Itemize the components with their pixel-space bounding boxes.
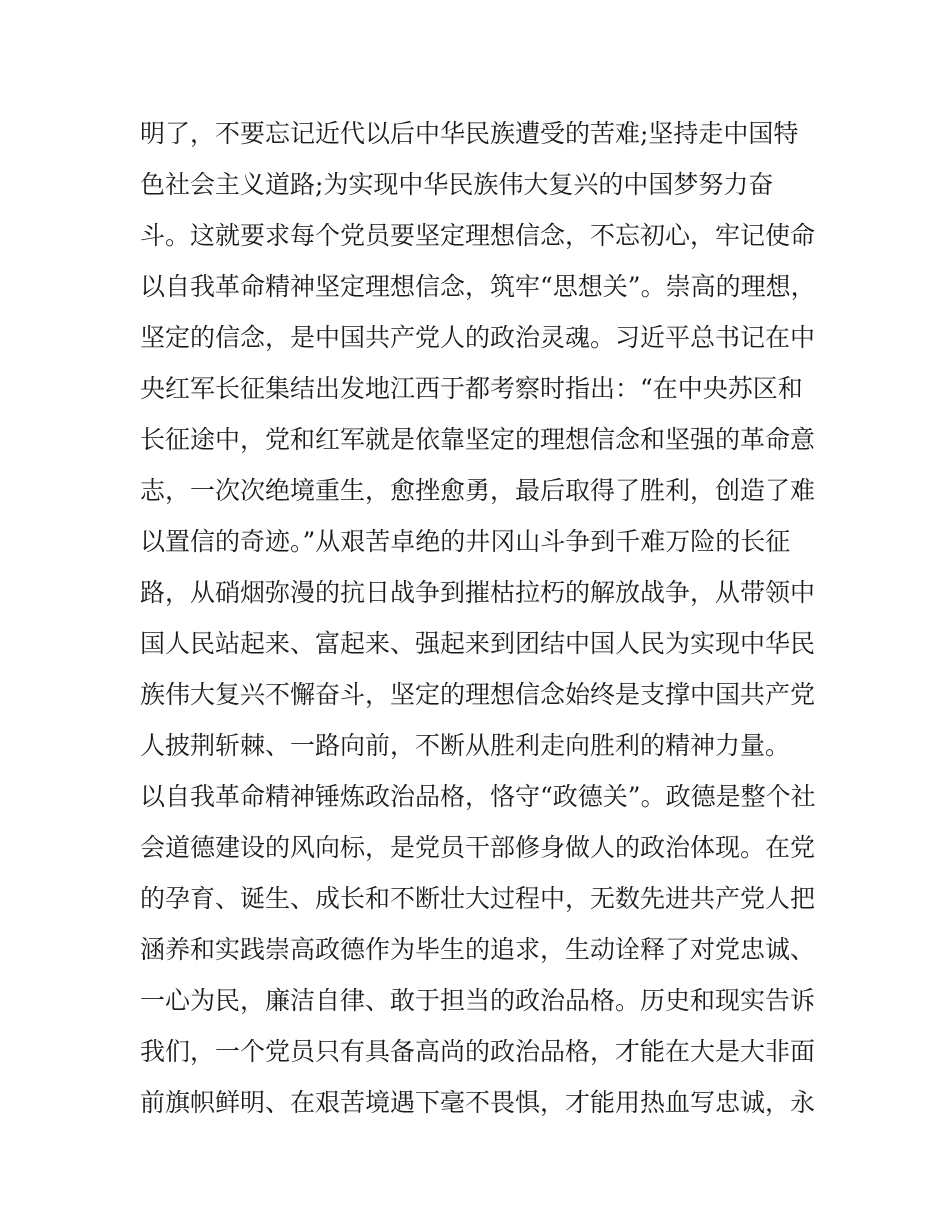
text-line: 我们，一个党员只有具备高尚的政治品格，才能在大是大非面: [140, 1037, 816, 1066]
text-line: 志，一次次绝境重生，愈挫愈勇，最后取得了胜利，创造了难: [140, 476, 816, 505]
text-line: 前旗帜鲜明、在艰苦境遇下毫不畏惧，才能用热血写忠诚，永: [140, 1088, 816, 1117]
body-text: [140, 108, 820, 1128]
text-line: 会道德建设的风向标，是党员干部修身做人的政治体现。在党: [140, 833, 816, 862]
text-line: 一心为民，廉洁自律、敢于担当的政治品格。历史和现实告诉: [140, 986, 816, 1015]
text-line: 明了，不要忘记近代以后中华民族遭受的苦难;坚持走中国特: [140, 119, 799, 148]
text-line: 以自我革命精神坚定理想信念，筑牢“思想关”。崇高的理想，: [140, 272, 816, 301]
text-line: 斗。这就要求每个党员要坚定理想信念，不忘初心，牢记使命: [140, 221, 816, 250]
text-line: 央红军长征集结出发地江西于都考察时指出：“在中央苏区和: [140, 374, 803, 403]
text-line: 涵养和实践崇高政德作为毕生的追求，生动诠释了对党忠诚、: [140, 935, 816, 964]
text-line: 色社会主义道路;为实现中华民族伟大复兴的中国梦努力奋: [140, 170, 774, 199]
text-line: 族伟大复兴不懈奋斗，坚定的理想信念始终是支撑中国共产党: [140, 680, 816, 709]
text-line: 人披荆斩棘、一路向前，不断从胜利走向胜利的精神力量。: [140, 731, 791, 760]
text-line: 国人民站起来、富起来、强起来到团结中国人民为实现中华民: [140, 629, 816, 658]
text-line: 以自我革命精神锤炼政治品格，恪守“政德关”。政德是整个社: [140, 782, 816, 811]
text-line: 的孕育、诞生、成长和不断壮大过程中，无数先进共产党人把: [140, 884, 816, 913]
text-line: 以置信的奇迹。”从艰苦卓绝的井冈山斗争到千难万险的长征: [140, 527, 791, 556]
text-line: 坚定的信念，是中国共产党人的政治灵魂。习近平总书记在中: [140, 323, 816, 352]
text-line: 路，从硝烟弥漫的抗日战争到摧枯拉朽的解放战争，从带领中: [140, 578, 816, 607]
text-line: 长征途中，党和红军就是依靠坚定的理想信念和坚强的革命意: [140, 425, 816, 454]
